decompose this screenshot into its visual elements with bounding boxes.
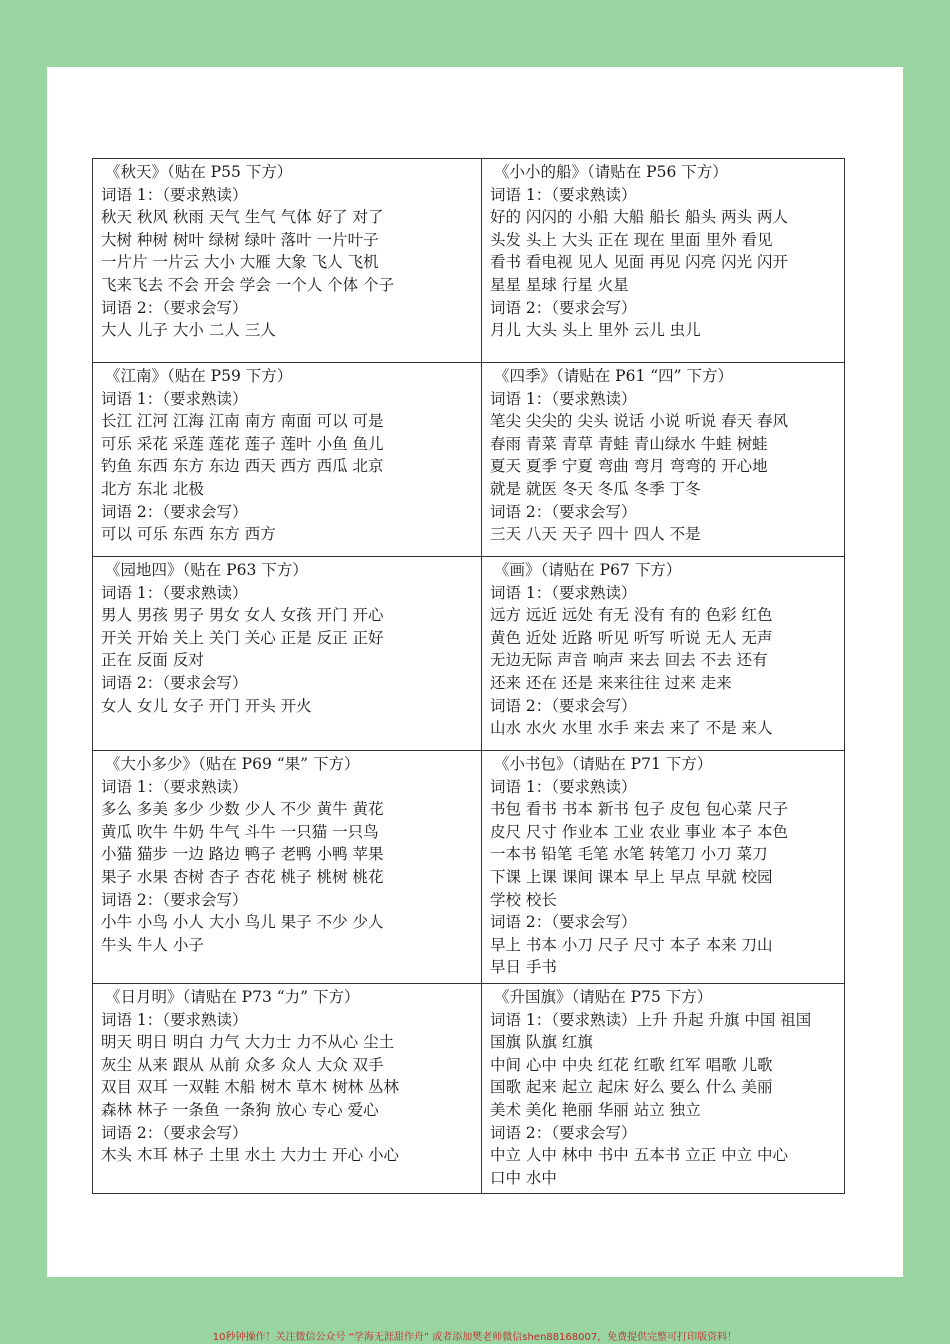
vocabulary-table — [92, 158, 845, 1194]
vocab-line: 牛头 牛人 小子 — [101, 935, 204, 954]
vocab-line: 词语 2：（要求会写） — [490, 1123, 637, 1142]
vocab-line: 飞来飞去 不会 开会 学会 一个人 个体 个子 — [101, 275, 395, 294]
vocab-line: 开关 开始 关上 关门 关心 正是 反正 正好 — [101, 628, 384, 647]
table-row — [93, 983, 845, 1193]
vocab-line: 明天 明日 明白 力气 大力士 力不从心 尘土 — [101, 1033, 395, 1052]
vocab-line: 森林 林子 一条鱼 一条狗 放心 专心 爱心 — [101, 1100, 379, 1119]
vocab-line: 星星 星球 行星 火星 — [490, 275, 629, 294]
table-row — [93, 159, 845, 363]
vocab-line: 早日 手书 — [490, 958, 557, 977]
vocab-line: 学校 校长 — [490, 890, 557, 909]
vocab-line: 词语 1：（要求熟读） — [101, 1010, 248, 1029]
lesson-cell-jiangnan — [93, 363, 482, 557]
lesson-title: 《小小的船》（请贴在 P56 下方） — [494, 163, 728, 181]
vocab-line: 国歌 起来 起立 起床 好么 要么 什么 美丽 — [490, 1078, 773, 1097]
vocab-line: 钓鱼 东西 东方 东边 西天 西方 西瓜 北京 — [101, 457, 384, 476]
lesson-cell-xiaoxiaodechuan — [482, 159, 845, 363]
footer-note: 10秒钟操作！关注微信公众号 “学海无涯甜作舟” 或者添加樊老师微信shen88168007，免费提供完整可打印版资料！ — [212, 1332, 738, 1343]
vocab-line: 远方 远近 远处 有无 没有 有的 色彩 红色 — [490, 606, 773, 625]
vocab-line: 词语 2：（要求会写） — [490, 696, 637, 715]
vocab-line: 可乐 采花 采莲 莲花 莲子 莲叶 小鱼 鱼儿 — [101, 434, 384, 453]
vocab-line: 中立 人中 林中 书中 五本书 立正 中立 中心 — [490, 1146, 788, 1165]
lesson-title: 《园地四》（贴在 P63 下方） — [105, 561, 308, 579]
vocab-line: 词语 2：（要求会写） — [490, 913, 637, 932]
vocab-line: 就是 就医 冬天 冬瓜 冬季 丁冬 — [490, 479, 701, 498]
vocab-line: 山水 水火 水里 水手 来去 来了 不是 来人 — [490, 719, 773, 738]
vocab-line: 词语 2：（要求会写） — [101, 890, 248, 909]
vocab-line: 可以 可乐 东西 东方 西方 — [101, 525, 276, 544]
vocab-line: 男人 男孩 男子 男女 女人 女孩 开门 开心 — [101, 606, 384, 625]
vocab-line: 词语 1：（要求熟读） — [490, 777, 637, 796]
vocab-line: 果子 水果 杏树 杏子 杏花 桃子 桃树 桃花 — [101, 867, 384, 886]
lesson-cell-daxiaoduoshao — [93, 751, 482, 984]
vocab-line: 北方 东北 北极 — [101, 479, 204, 498]
lesson-title: 《升国旗》（请贴在 P75 下方） — [494, 987, 713, 1006]
vocab-line: 灰尘 从来 跟从 从前 众多 众人 大众 双手 — [101, 1055, 384, 1074]
lesson-title: 《大小多少》（贴在 P69 “果” 下方） — [105, 755, 360, 773]
vocab-line: 正在 反面 反对 — [101, 651, 204, 670]
vocab-line: 皮尺 尺寸 作业本 工业 农业 事业 本子 本色 — [490, 822, 788, 841]
vocab-line: 夏天 夏季 宁夏 弯曲 弯月 弯弯的 开心地 — [490, 457, 768, 476]
vocab-line: 国旗 队旗 红旗 — [490, 1033, 593, 1052]
vocab-line: 中间 心中 中央 红花 红歌 红军 唱歌 儿歌 — [490, 1055, 773, 1074]
lesson-cell-qiutian — [93, 159, 482, 363]
lesson-title: 《日月明》（请贴在 P73 “力” 下方） — [105, 987, 360, 1006]
vocab-line: 木头 木耳 林子 土里 水土 大力士 开心 小心 — [101, 1146, 399, 1165]
table-row — [93, 363, 845, 557]
table-row — [93, 557, 845, 751]
vocab-line: 多么 多美 多少 少数 少人 不少 黄牛 黄花 — [101, 800, 384, 819]
vocab-line: 看书 看电视 见人 见面 再见 闪亮 闪光 闪开 — [490, 253, 788, 272]
vocab-line: 无边无际 声音 响声 来去 回去 不去 还有 — [490, 651, 768, 670]
vocab-line: 早上 书本 小刀 尺子 尺寸 本子 本来 刀山 — [490, 935, 773, 954]
vocab-line: 词语 1：（要求熟读） — [101, 389, 248, 408]
lesson-cell-xiaoshubao — [482, 751, 845, 984]
vocab-line: 月儿 大头 头上 里外 云儿 虫儿 — [490, 321, 701, 340]
vocab-line: 一片片 一片云 大小 大雁 大象 飞人 飞机 — [101, 253, 379, 272]
vocab-line: 长江 江河 江海 江南 南方 南面 可以 可是 — [101, 412, 384, 431]
lesson-title: 《江南》（贴在 P59 下方） — [105, 367, 293, 385]
vocab-line: 词语 1：（要求熟读） — [490, 185, 637, 204]
vocab-line: 词语 2：（要求会写） — [101, 298, 248, 317]
vocab-line: 词语 1：（要求熟读） — [490, 389, 637, 408]
vocab-line: 秋天 秋风 秋雨 天气 生气 气体 好了 对了 — [101, 208, 384, 227]
vocab-line: 双目 双耳 一双鞋 木船 树木 草木 树林 丛林 — [101, 1078, 399, 1097]
lesson-title: 《秋天》（贴在 P55 下方） — [105, 163, 293, 181]
vocab-line: 女人 女儿 女子 开门 开头 开火 — [101, 696, 312, 715]
lesson-cell-shengguoqi — [482, 983, 845, 1193]
vocab-line: 词语 1：（要求熟读） — [101, 185, 248, 204]
vocab-line: 下课 上课 课间 课本 早上 早点 早就 校园 — [490, 867, 773, 886]
table-row — [93, 751, 845, 984]
vocab-line: 词语 2：（要求会写） — [101, 673, 248, 692]
vocab-line: 词语 2：（要求会写） — [101, 1123, 248, 1142]
vocab-line: 美术 美化 艳丽 华丽 站立 独立 — [490, 1100, 701, 1119]
vocab-line: 一本书 铅笔 毛笔 水笔 转笔刀 小刀 菜刀 — [490, 845, 768, 864]
lesson-title: 《四季》（请贴在 P61 “四” 下方） — [494, 367, 734, 385]
vocab-line: 还来 还在 还是 来来往往 过来 走来 — [490, 673, 732, 692]
vocab-line: 词语 1：（要求熟读） — [490, 583, 637, 602]
vocab-line: 笔尖 尖尖的 尖头 说话 小说 听说 春天 春风 — [490, 412, 788, 431]
vocab-line: 三天 八天 天子 四十 四人 不是 — [490, 525, 701, 544]
vocab-line: 口中 水中 — [490, 1168, 557, 1187]
vocab-line: 黄色 近处 近路 听见 听写 听说 无人 无声 — [490, 628, 773, 647]
lesson-cell-yuandi4 — [93, 557, 482, 751]
vocab-line: 词语 2：（要求会写） — [490, 298, 637, 317]
lesson-title: 《画》（请贴在 P67 下方） — [494, 561, 682, 579]
vocab-line: 大树 种树 树叶 绿树 绿叶 落叶 一片叶子 — [101, 230, 379, 249]
lesson-cell-riyueming — [93, 983, 482, 1193]
lesson-cell-hua — [482, 557, 845, 751]
vocab-line: 头发 头上 大头 正在 现在 里面 里外 看见 — [490, 230, 773, 249]
vocab-line: 春雨 青菜 青草 青蛙 青山绿水 牛蛙 树蛙 — [490, 434, 768, 453]
vocab-line: 小猫 猫步 一边 路边 鸭子 老鸭 小鸭 苹果 — [101, 845, 384, 864]
vocab-line: 词语 2：（要求会写） — [490, 502, 637, 521]
lesson-cell-siji — [482, 363, 845, 557]
vocab-line: 词语 1：（要求熟读） — [101, 777, 248, 796]
vocab-line: 词语 2：（要求会写） — [101, 502, 248, 521]
lesson-title: 《小书包》（请贴在 P71 下方） — [494, 755, 713, 773]
vocab-line: 小牛 小鸟 小人 大小 鸟儿 果子 不少 少人 — [101, 913, 384, 932]
vocab-line: 大人 儿子 大小 二人 三人 — [101, 321, 276, 340]
vocab-line: 词语 1：（要求熟读） — [101, 583, 248, 602]
vocab-line: 好的 闪闪的 小船 大船 船长 船头 两头 两人 — [490, 208, 788, 227]
vocab-line: 词语 1：（要求熟读）上升 升起 升旗 中国 祖国 — [490, 1010, 812, 1029]
vocab-line: 书包 看书 书本 新书 包子 皮包 包心菜 尺子 — [490, 800, 788, 819]
vocab-line: 黄瓜 吹牛 牛奶 牛气 斗牛 一只猫 一只鸟 — [101, 822, 379, 841]
